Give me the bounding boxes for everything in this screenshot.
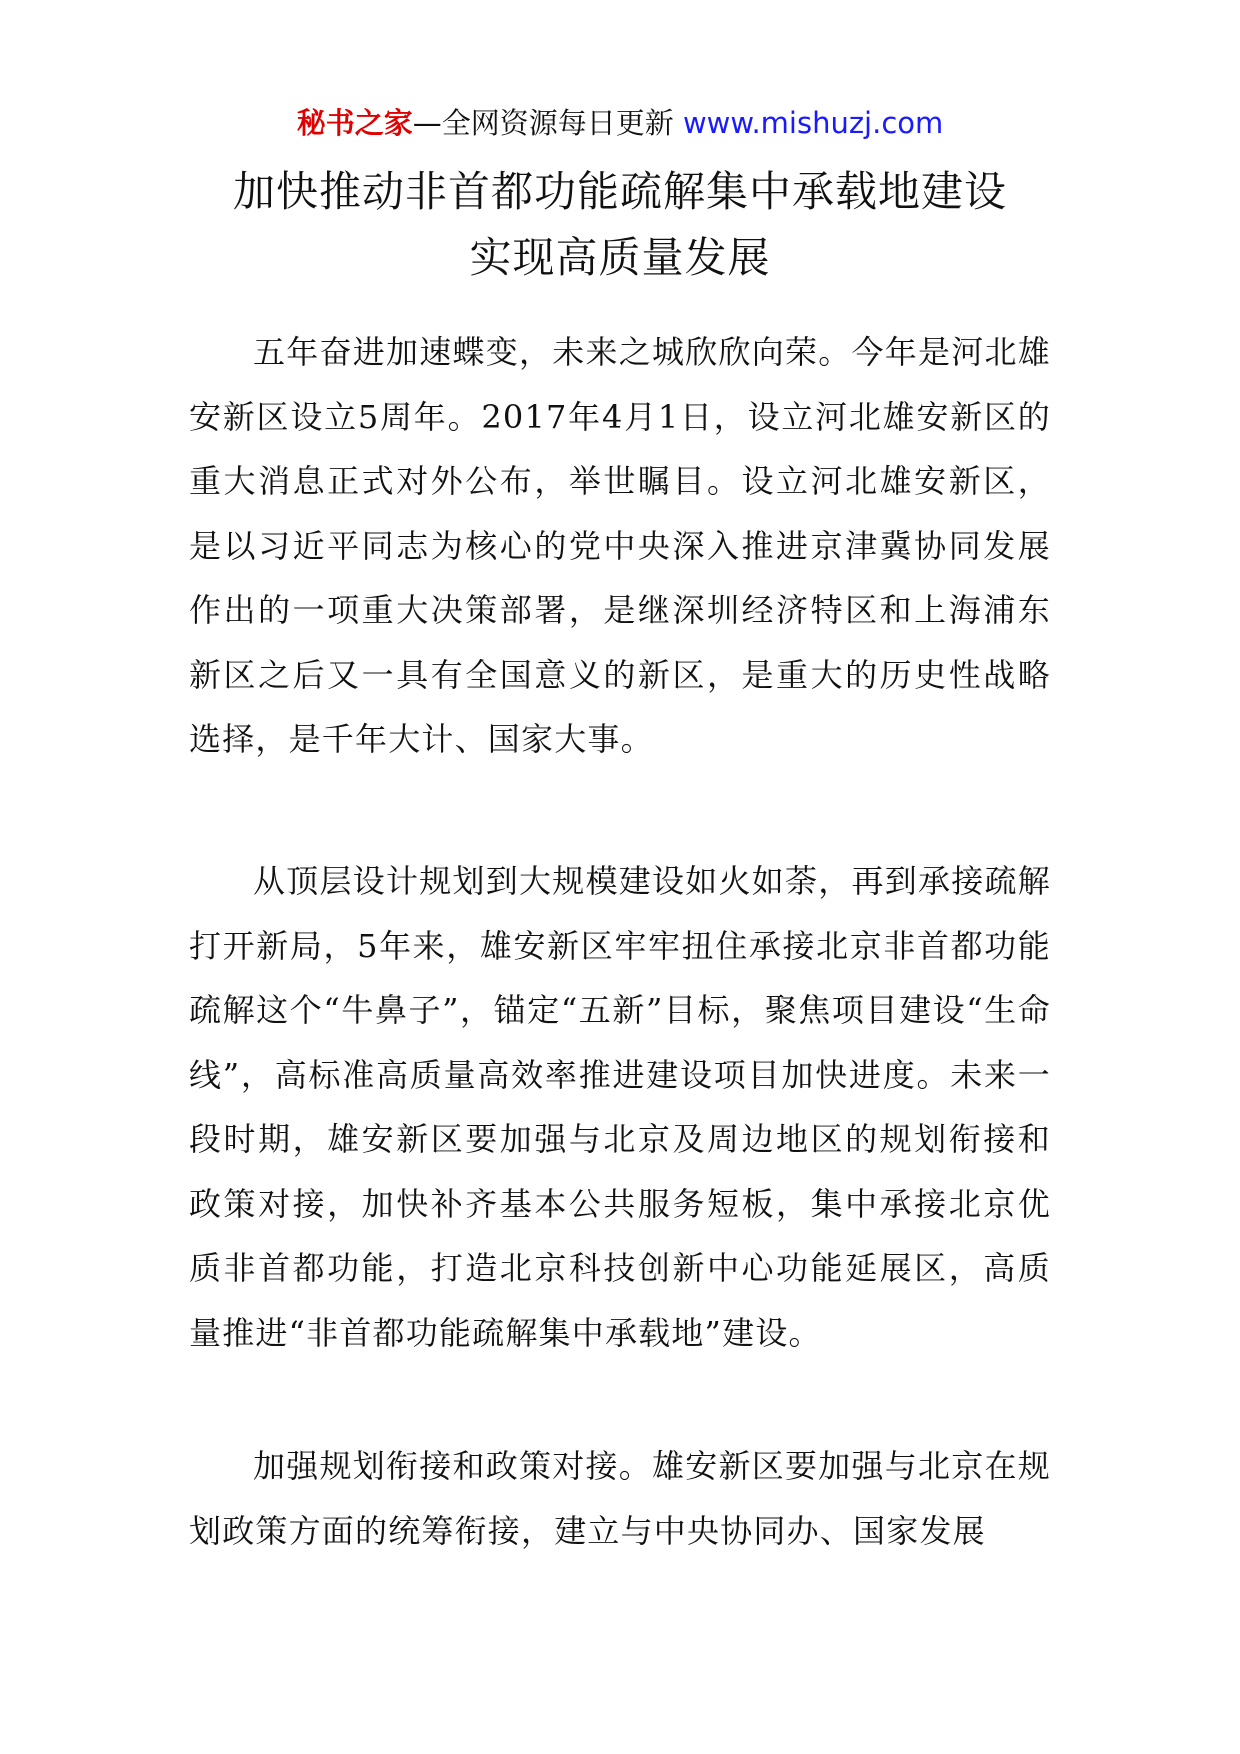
site-url-link[interactable]: www.mishuzj.com: [682, 106, 944, 140]
document-title-line-1: 加快推动非首都功能疏解集中承载地建设: [232, 167, 1007, 216]
body-paragraph: 加强规划衔接和政策对接。雄安新区要加强与北京在规划政策方面的统筹衔接，建立与中央协同办、国家发展: [189, 1447, 1051, 1550]
body-paragraph: 五年奋进加速蝶变，未来之城欣欣向荣。今年是河北雄安新区设立5周年。2017年4月1日，设立河北雄安新区的重大消息正式对外公布，举世瞩目。设立河北雄安新区，是以习近平同志为核心的党中央深入推进京津冀协同发展作出的一项重大决策部署，是继深圳经济特区和上海浦东新区之后又一具有全国意义的新区，是重大的历史性战略选择，是千年大计、国家大事。: [189, 333, 1051, 758]
site-tagline: —全网资源每日更新: [412, 106, 683, 140]
body-paragraph: 从顶层设计规划到大规模建设如火如荼，再到承接疏解打开新局，5年来，雄安新区牢牢扭住承接北京非首都功能疏解这个“牛鼻子”，锚定“五新”目标，聚焦项目建设“生命线”，高标准高质量高效率推进建设项目加快进度。未来一段时期，雄安新区要加强与北京及周边地区的规划衔接和政策对接，加快补齐基本公共服务短板，集中承接北京优质非首都功能，打造北京科技创新中心功能延展区，高质量推进“非首都功能疏解集中承载地”建设。: [189, 862, 1051, 1352]
site-header: [0, 100, 1240, 146]
site-brand: 秘书之家: [296, 106, 413, 140]
document-title-line-2: 实现高质量发展: [469, 233, 771, 282]
